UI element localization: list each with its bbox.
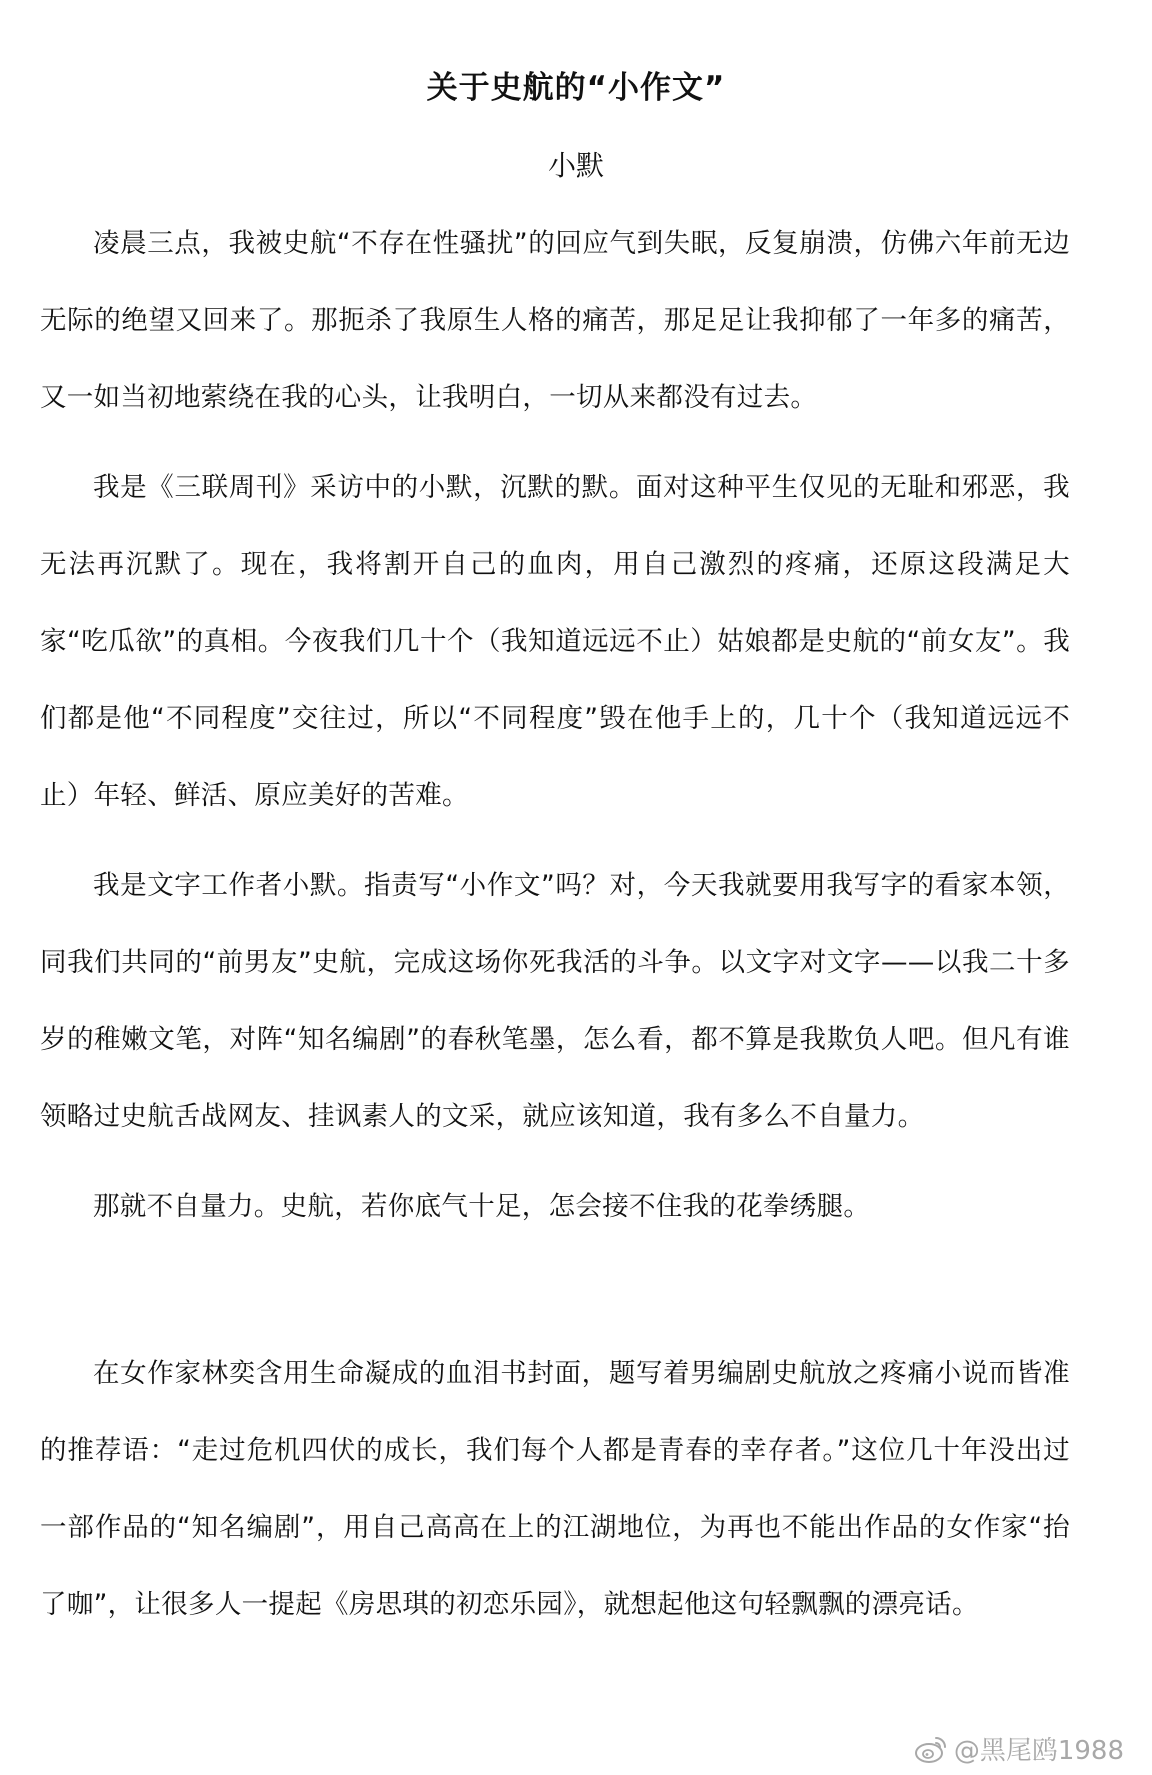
paragraph-4: 那就不自量力。史航，若你底气十足，怎会接不住我的花拳绣腿。 [93, 1191, 871, 1222]
paragraph-1: 凌晨三点，我被史航“不存在性骚扰”的回应气到失眠，反复崩溃，仿佛六年前无边无际的绝望又回来了。那扼杀了我原生人格的痛苦，那足足让我抑郁了一年多的痛苦，又一如当初地萦绕在我的心头，让我明白，一切从来都没有过去。 [40, 228, 1070, 413]
document-author: 小默 [547, 149, 604, 182]
watermark-text: @黑尾鸥1988 [953, 1736, 1124, 1766]
paragraph-5: 在女作家林奕含用生命凝成的血泪书封面，题写着男编剧史航放之疼痛小说而皆准的推荐语：“走过危机四伏的成长，我们每个人都是青春的幸存者。”这位几十年没出过一部作品的“知名编剧”，用自己高高在上的江湖地位，为再也不能出作品的女作家“抬了咖”，让很多人一提起《房思琪的初恋乐园》，就想起他这句轻飘飘的漂亮话。 [40, 1358, 1070, 1620]
document-body [40, 205, 1070, 1643]
document-title: 关于史航的“小作文” [426, 70, 726, 106]
paragraph-2: 我是《三联周刊》采访中的小默，沉默的默。面对这种平生仅见的无耻和邪恶，我无法再沉默了。现在，我将割开自己的血肉，用自己激烈的疼痛，还原这段满足大家“吃瓜欲”的真相。今夜我们几十个（我知道远远不止）姑娘都是史航的“前女友”。我们都是他“不同程度”交往过，所以“不同程度”毁在他手上的，几十个（我知道远远不止）年轻、鲜活、原应美好的苦难。 [40, 472, 1070, 811]
watermark [914, 1730, 1124, 1767]
weibo-icon [914, 1734, 948, 1764]
section-gap [40, 1245, 1070, 1335]
paragraph-3: 我是文字工作者小默。指责写“小作文”吗？对，今天我就要用我写字的看家本领，同我们共同的“前男友”史航，完成这场你死我活的斗争。以文字对文字——以我二十多岁的稚嫩文笔，对阵“知名编剧”的春秋笔墨，怎么看，都不算是我欺负人吧。但凡有谁领略过史航舌战网友、挂讽素人的文采，就应该知道，我有多么不自量力。 [40, 870, 1070, 1132]
